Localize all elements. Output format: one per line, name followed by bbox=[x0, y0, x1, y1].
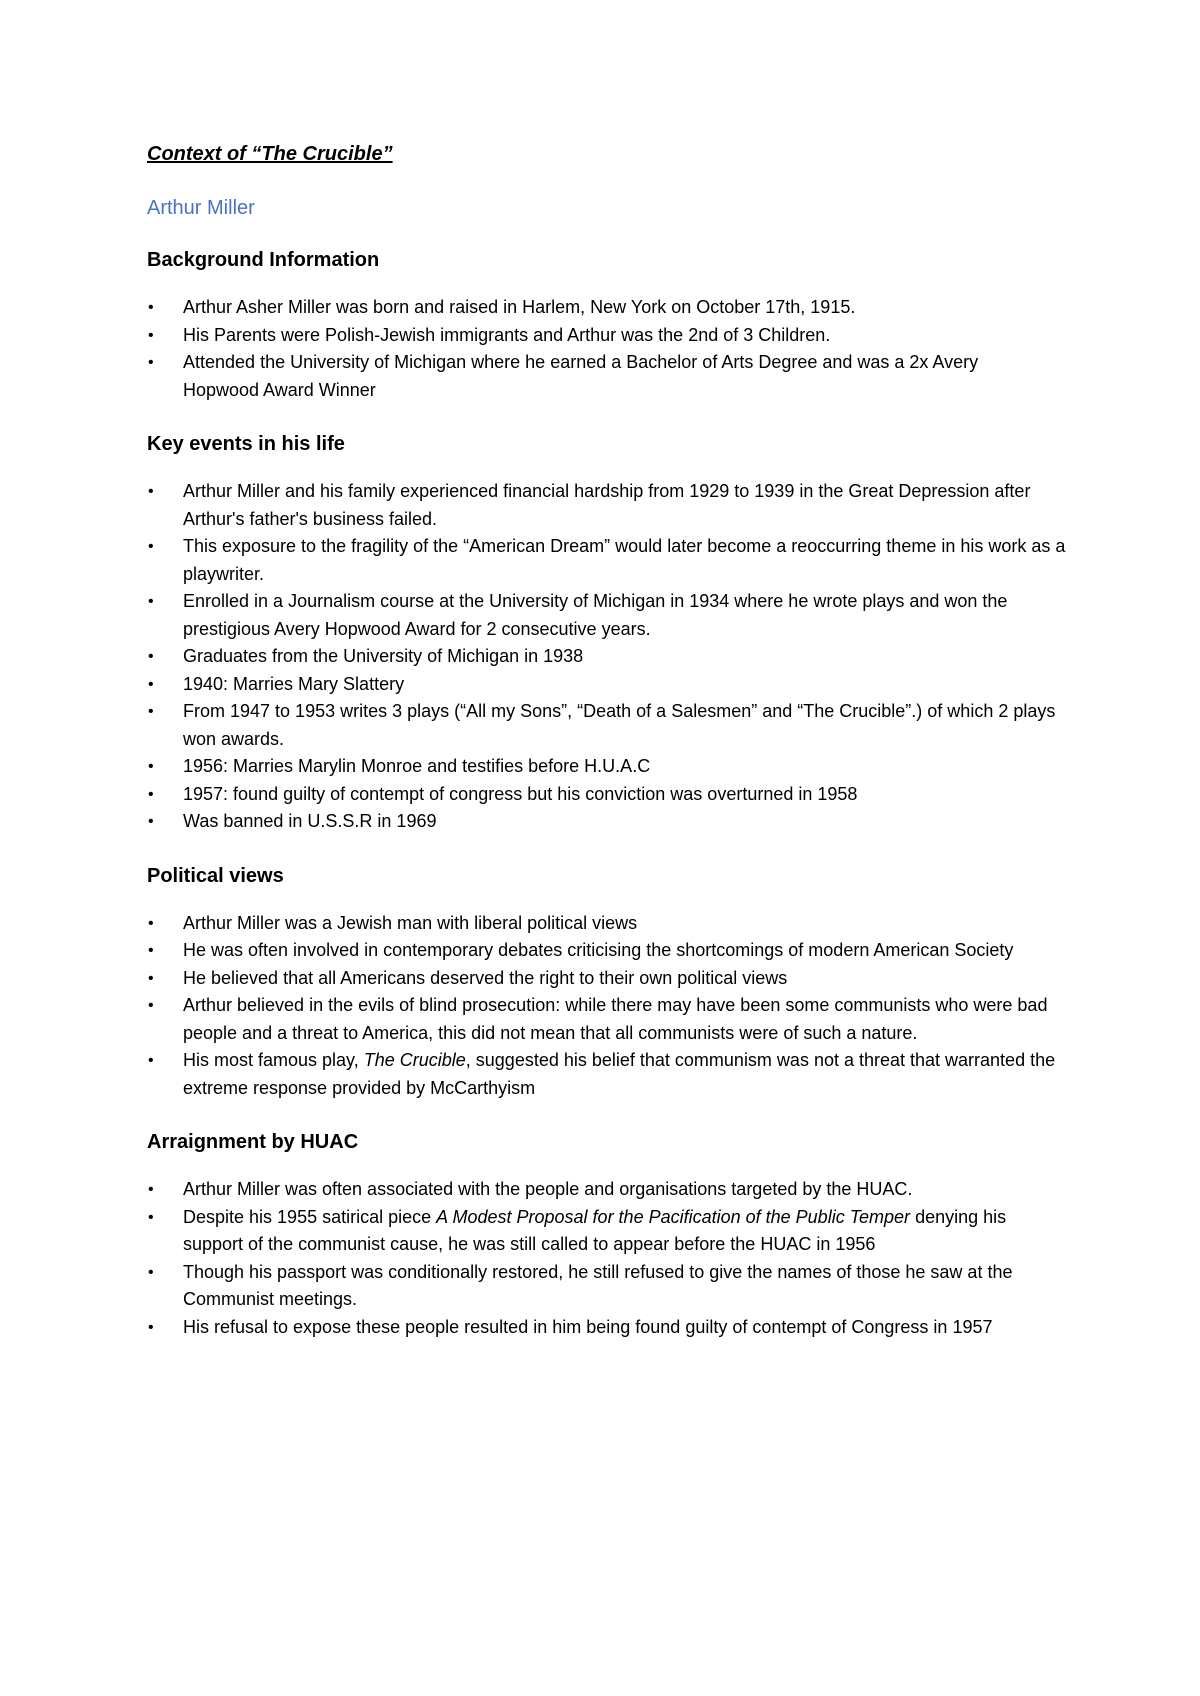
list-item: • 1957: found guilty of contempt of congress but his conviction was overturned in 1958 bbox=[147, 781, 1067, 809]
huac-heading: Arraignment by HUAC bbox=[147, 1131, 359, 1153]
bullet-icon: • bbox=[148, 758, 154, 775]
list-item: • Enrolled in a Journalism course at the University of Michigan in 1934 where he wrote plays and won the prestigious Avery Hopwood Award for 2 consecutive years. bbox=[147, 588, 1067, 643]
author-heading: Arthur Miller bbox=[147, 197, 255, 219]
bullet-icon: • bbox=[148, 483, 154, 500]
bullet-icon: • bbox=[148, 1052, 154, 1069]
political-views-heading: Political views bbox=[147, 864, 284, 887]
bullet-icon: • bbox=[148, 785, 154, 803]
list-item: • His most famous play, The Crucible, suggested his belief that communism was not a threat that warranted the extreme response provided by McCarthyism bbox=[147, 1047, 1067, 1102]
bullet-icon: • bbox=[148, 326, 154, 344]
key-events-heading: Key events in his life bbox=[147, 433, 345, 455]
list-item: • Arthur Asher Miller was born and raised in Harlem, New York on October 17th, 1915. bbox=[147, 294, 1067, 322]
huac-list bbox=[147, 1176, 1067, 1341]
list-item: • He was often involved in contemporary debates criticising the shortcomings of modern American Society bbox=[147, 937, 1067, 965]
bullet-icon: • bbox=[148, 703, 154, 720]
list-item: • Was banned in U.S.S.R in 1969 bbox=[147, 808, 1067, 836]
list-item: • Arthur Miller and his family experienced financial hardship from 1929 to 1939 in the Great Depression after Arthur's father's business failed. bbox=[147, 478, 1067, 533]
list-item: • This exposure to the fragility of the “American Dream” would later become a reoccurring theme in his work as a playwriter. bbox=[147, 533, 1067, 588]
bullet-icon: • bbox=[148, 997, 154, 1014]
list-item: • Arthur Miller was a Jewish man with liberal political views bbox=[147, 910, 1067, 938]
list-item: • Arthur believed in the evils of blind prosecution: while there may have been some communists who were bad people and a threat to America, this did not mean that all communists were of such a nature. bbox=[147, 992, 1067, 1047]
essay-title: A Modest Proposal for the Pacification of the Public Temper bbox=[436, 1206, 911, 1227]
list-item: • Arthur Miller was often associated with the people and organisations targeted by the HUAC. bbox=[147, 1176, 1067, 1204]
list-item: • Though his passport was conditionally restored, he still refused to give the names of those he saw at the Communist meetings. bbox=[147, 1259, 1067, 1314]
play-title: The Crucible bbox=[363, 1050, 466, 1070]
list-item: • Graduates from the University of Michigan in 1938 bbox=[147, 643, 1067, 671]
document-page bbox=[147, 140, 1067, 1367]
bullet-icon: • bbox=[148, 648, 154, 665]
list-item: • 1940: Marries Mary Slattery bbox=[147, 671, 1067, 699]
bullet-icon: • bbox=[148, 969, 154, 987]
list-item: • 1956: Marries Marylin Monroe and testifies before H.U.A.C bbox=[147, 753, 1067, 781]
list-item: • Attended the University of Michigan where he earned a Bachelor of Arts Degree and was a 2x Avery Hopwood Award Winner bbox=[147, 349, 1067, 404]
political-views-list bbox=[147, 910, 1067, 1103]
background-heading: Background Information bbox=[147, 249, 380, 271]
list-item: • Despite his 1955 satirical piece A Modest Proposal for the Pacification of the Public Temper denying his support of the communist cause, he was still called to appear before the HUAC in 1956 bbox=[147, 1204, 1067, 1259]
background-list bbox=[147, 294, 1067, 404]
list-item: • From 1947 to 1953 writes 3 plays (“All my Sons”, “Death of a Salesmen” and “The Crucible”.) of which 2 plays won awards. bbox=[147, 698, 1067, 753]
bullet-icon: • bbox=[148, 1208, 154, 1226]
bullet-icon: • bbox=[148, 1318, 154, 1336]
bullet-icon: • bbox=[148, 1263, 154, 1281]
key-events-list bbox=[147, 478, 1067, 836]
bullet-icon: • bbox=[148, 538, 154, 555]
bullet-icon: • bbox=[148, 914, 154, 932]
list-item: • He believed that all Americans deserved the right to their own political views bbox=[147, 965, 1067, 993]
bullet-icon: • bbox=[148, 813, 154, 830]
document-title: Context of “The Crucible” bbox=[147, 143, 393, 165]
bullet-icon: • bbox=[148, 593, 154, 610]
bullet-icon: • bbox=[148, 354, 154, 371]
list-item: • His Parents were Polish-Jewish immigrants and Arthur was the 2nd of 3 Children. bbox=[147, 322, 1067, 350]
bullet-icon: • bbox=[148, 942, 154, 959]
list-item: • His refusal to expose these people resulted in him being found guilty of contempt of Congress in 1957 bbox=[147, 1314, 1067, 1342]
bullet-icon: • bbox=[148, 675, 154, 693]
bullet-icon: • bbox=[148, 1181, 154, 1198]
bullet-icon: • bbox=[148, 299, 154, 316]
